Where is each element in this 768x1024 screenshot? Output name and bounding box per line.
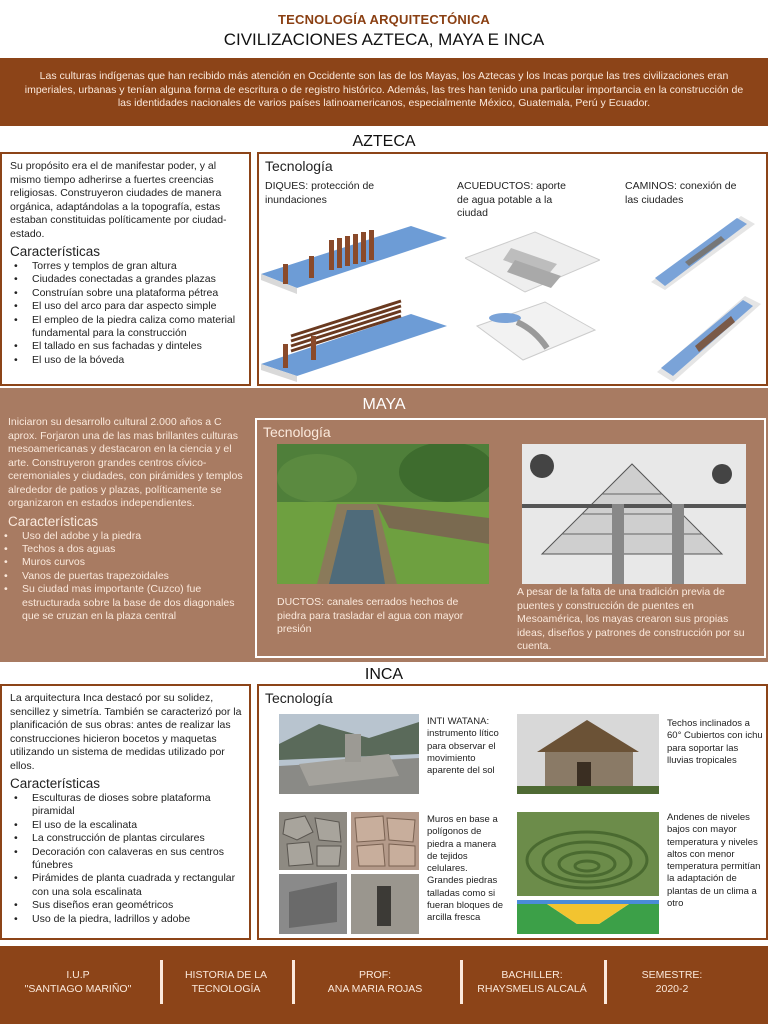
- footer-student: BACHILLER: RHAYSMELIS ALCALÁ: [477, 969, 587, 995]
- azteca-description: Su propósito era el de manifestar poder, y al mismo tiempo adherirse a fuertes creencias religiosas. Construyeron ciudades de manera orgánica, adaptándolas a la topografía, estas estaban constituidas políticamente por ciudad-estado.: [10, 160, 227, 240]
- azteca-characteristics-list: [10, 260, 243, 367]
- azteca-tech-panel: [257, 152, 768, 386]
- azteca-tech-title: Tecnología: [265, 158, 333, 174]
- list-item: • Torres y templos de gran altura: [10, 260, 243, 273]
- inca-tech-panel: [257, 684, 768, 940]
- footer-institution: I.U.P "SANTIAGO MARIÑO": [24, 969, 132, 995]
- footer-professor: PROF: ANA MARIA ROJAS: [327, 969, 423, 995]
- inca-info-panel: [0, 684, 251, 940]
- inca-characteristics-list: [10, 792, 243, 926]
- maya-info-panel: [8, 416, 248, 623]
- list-item: • El empleo de la piedra caliza como material fundamental para la construcción: [10, 314, 243, 341]
- list-item: • La construcción de plantas circulares: [10, 832, 243, 845]
- list-item: • El uso de la bóveda: [10, 354, 243, 367]
- maya-tech-panel: [255, 418, 766, 658]
- techos-caption: Techos inclinados a 60° Cubiertos con ichu para soportar las lluvias tropicales: [667, 718, 763, 766]
- list-item: • Ciudades conectadas a grandes plazas: [10, 273, 243, 286]
- andenes-caption: Andenes de niveles bajos con mayor temperatura y niveles altos con menor temperatura permitían la adaptación de plantas de un clima a otro: [667, 812, 761, 910]
- maya-bridge-caption: A pesar de la falta de una tradición previa de puentes y construcción de puentes en Mesoamérica, los mayas crearon sus propias ideas, diseños y patrones de construcción por su cuenta.: [517, 586, 745, 652]
- list-item: • Pirámides de planta cuadrada y rectangular con una sola escalinata: [10, 872, 243, 899]
- footer: [0, 946, 768, 1024]
- andenes-photo: [517, 812, 659, 934]
- maya-characteristics-title: Características: [8, 513, 99, 529]
- footer-subject: HISTORIA DE LA TECNOLOGÍA: [184, 969, 268, 995]
- inca-characteristics-title: Características: [10, 776, 101, 791]
- list-item: • Uso del adobe y la piedra: [0, 530, 248, 543]
- list-item: • Uso de la piedra, ladrillos y adobe: [10, 913, 243, 926]
- maya-tech-title: Tecnología: [263, 424, 331, 440]
- list-item: • Techos a dos aguas: [0, 543, 248, 556]
- footer-semester: SEMESTRE: 2020-2: [641, 969, 703, 995]
- maya-description: Iniciaron su desarrollo cultural 2.000 años a C aprox. Forjaron una de las mas brillantes culturas mesoamericanas y destacaron en la ciencia y el arte. Construyeron grandes centros cívico-ceremoniales y ciudades, con pirámides y templos alrededor de patios y plazas, políticamente se organizaron en estados independientes.: [8, 416, 243, 509]
- caminos-caption: CAMINOS: conexión de las ciudades: [625, 180, 737, 206]
- acueductos-caption: ACUEDUCTOS: aporte de agua potable a la ciudad: [457, 180, 566, 219]
- list-item: • El uso de la escalinata: [10, 819, 243, 832]
- intiwatana-photo: [279, 714, 419, 794]
- maya-bridge-drawing: [522, 444, 746, 584]
- intiwatana-caption: INTI WATANA: instrumento lítico para observar el movimiento aparente del sol: [427, 716, 499, 777]
- list-item: • Su ciudad mas importante (Cuzco) fue estructurada sobre la base de dos diagonales que se cruzan en la plaza central: [0, 583, 248, 623]
- muros-caption: Muros en base a polígonos de piedra a manera de tejidos celulares. Grandes piedras talladas como si fueran bloques de arcilla fresca: [427, 814, 504, 924]
- azteca-heading: AZTECA: [352, 133, 416, 150]
- list-item: • Construían sobre una plataforma pétrea: [10, 287, 243, 300]
- diques-caption: DIQUES: protección de inundaciones: [265, 180, 375, 206]
- inca-heading: INCA: [364, 666, 404, 683]
- list-item: • Vanos de puertas trapezoidales: [0, 570, 248, 583]
- header-subtitle: TECNOLOGÍA ARQUITECTÓNICA: [277, 12, 491, 27]
- list-item: • Sus diseños eran geométricos: [10, 899, 243, 912]
- list-item: • El uso del arco para dar aspecto simple: [10, 300, 243, 313]
- maya-heading: MAYA: [362, 396, 406, 413]
- intro-banner: Las culturas indígenas que han recibido más atención en Occidente son las de los Mayas, los Aztecas y los Incas porque las tres civilizaciones eran imperiales, urbanas y tenían alguna forma de escritura o de registro histórico. Además, las tres han tenido una particular importancia en la construcción de las identidades nacionales de varios países latinoamericanos, especialmente México, Guatemala, Perú y Ecuador.: [0, 58, 768, 126]
- inca-tech-title: Tecnología: [265, 690, 333, 706]
- diques-illustration: [261, 216, 449, 386]
- list-item: • Decoración con calaveras en sus centros fúnebres: [10, 846, 243, 873]
- footer-divider: [604, 960, 607, 1004]
- list-item: • Esculturas de dioses sobre plataforma piramidal: [10, 792, 243, 819]
- footer-divider: [292, 960, 295, 1004]
- azteca-characteristics-title: Características: [10, 244, 101, 259]
- list-item: • El tallado en sus fachadas y dinteles: [10, 340, 243, 353]
- azteca-info-panel: [0, 152, 251, 386]
- list-item: • Muros curvos: [0, 556, 248, 569]
- inca-house-photo: [517, 714, 659, 794]
- maya-characteristics-list: [0, 530, 248, 624]
- inca-description: La arquitectura Inca destacó por su solidez, sencillez y simetría. También se caracterizó por la planificación de sus obras: antes de realizar las construcciones hicieron bocetos y maquetas utilizando un sistema de medidas utilizado por ellos.: [10, 692, 242, 772]
- acueductos-illustration: [465, 230, 600, 382]
- caminos-illustration: [651, 216, 768, 384]
- ductos-caption: DUCTOS: canales cerrados hechos de piedra para trasladar el agua con mayor presión: [277, 596, 464, 635]
- inca-walls-photo: [279, 812, 419, 934]
- page-title: CIVILIZACIONES AZTECA, MAYA E INCA: [223, 30, 545, 49]
- footer-divider: [160, 960, 163, 1004]
- ductos-photo: [277, 444, 489, 584]
